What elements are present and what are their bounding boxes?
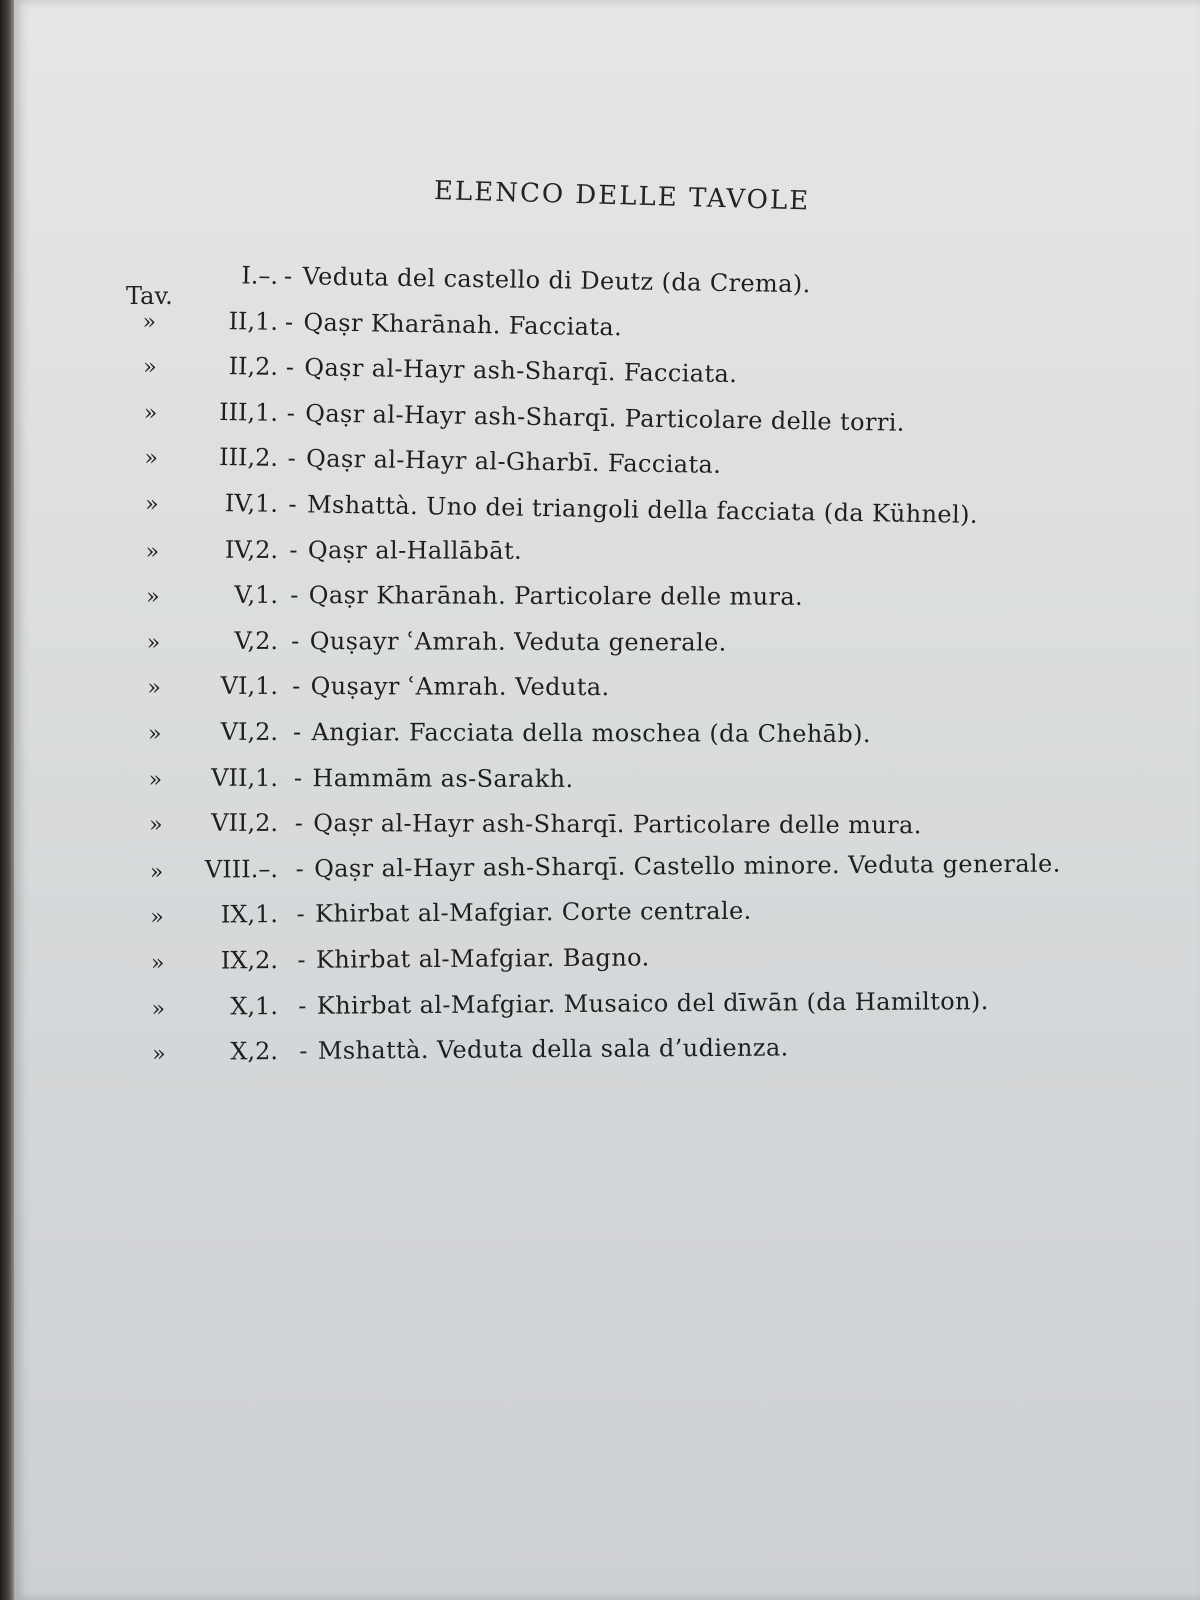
- plate-description: - Qaṣr al-Hayr ash-Sharqī. Particolare delle mura.: [294, 809, 922, 840]
- plate-number: III,1.: [218, 397, 279, 427]
- plate-description: - Qaṣr Kharānah. Particolare delle mura.: [290, 581, 804, 611]
- plate-number: X,2.: [230, 1037, 279, 1066]
- list-item: [14, 717, 1200, 757]
- plate-number: I.–.: [241, 261, 279, 290]
- plate-description-text: Veduta del castello di Deutz (da Crema).: [302, 262, 811, 299]
- plate-description: - Qaṣr al-Hayr ash-Sharqī. Particolare delle torri.: [286, 398, 906, 437]
- list-item: [14, 535, 1200, 575]
- page-title: ELENCO DELLE TAVOLE: [433, 176, 811, 217]
- plate-description-text: Qaṣr Kharānah. Particolare delle mura.: [308, 581, 804, 611]
- plate-description: - Hammām as-Sarakh.: [293, 763, 574, 793]
- plate-description-text: Hammām as-Sarakh.: [312, 763, 574, 793]
- plate-description-text: Mshattà. Veduta della sala d’udienza.: [317, 1033, 789, 1065]
- list-item: [14, 395, 1200, 450]
- ditto-mark: »: [142, 309, 157, 335]
- ditto-mark: »: [147, 675, 161, 701]
- tav-prefix-label: Tav.: [126, 282, 173, 310]
- list-item: [14, 671, 1200, 711]
- list-item: [14, 440, 1200, 495]
- book-page: [14, 0, 1200, 1600]
- plate-number: IX,2.: [220, 946, 279, 975]
- plate-number: VII,1.: [211, 763, 279, 792]
- ditto-mark: »: [151, 996, 166, 1022]
- plate-number: VI,1.: [220, 672, 279, 701]
- ditto-mark: »: [150, 950, 165, 976]
- ditto-mark: »: [149, 812, 163, 838]
- plate-description-text: Khirbat al-Mafgiar. Musaico del dīwān (da Hamilton).: [316, 986, 989, 1020]
- plate-description-text: Mshattà. Uno dei triangoli della facciata (da Kühnel).: [306, 490, 979, 529]
- ditto-mark: »: [146, 584, 160, 610]
- ditto-mark: »: [150, 905, 164, 931]
- plate-number: VI,2.: [220, 717, 279, 746]
- plate-description-text: Quṣayr ʿAmrah. Veduta generale.: [309, 626, 727, 657]
- ditto-mark: »: [144, 446, 159, 472]
- plate-description: - Mshattà. Veduta della sala d’udienza.: [299, 1033, 789, 1066]
- list-item: [14, 258, 1200, 313]
- plate-description: - Quṣayr ʿAmrah. Veduta.: [292, 672, 610, 702]
- plate-description: - Qaṣr al-Hayr ash-Sharqī. Facciata.: [285, 353, 738, 389]
- list-item: [14, 894, 1200, 938]
- plate-number: II,1.: [228, 306, 279, 336]
- plate-description: - Angiar. Facciata della moschea (da Chehāb).: [292, 718, 872, 749]
- plate-description-text: Qaṣr al-Hayr ash-Sharqī. Particolare delle torri.: [305, 399, 906, 437]
- list-item: [14, 486, 1200, 541]
- plate-description: - Qaṣr Kharānah. Facciata.: [284, 307, 623, 341]
- ditto-mark: »: [143, 400, 158, 426]
- ditto-mark: »: [145, 539, 160, 565]
- plate-description-text: Angiar. Facciata della moschea (da Chehāb).: [311, 718, 872, 749]
- plate-number: IV,2.: [224, 535, 279, 564]
- plate-description: - Khirbat al-Mafgiar. Corte centrale.: [296, 897, 752, 929]
- plate-description-text: Qaṣr al-Hayr ash-Sharqī. Particolare delle mura.: [313, 809, 922, 840]
- plate-description-text: Qaṣr al-Hayr ash-Sharqī. Castello minore. Veduta generale.: [314, 849, 1061, 883]
- ditto-mark: »: [143, 354, 157, 381]
- plate-number: IV,1.: [224, 489, 279, 518]
- plate-description: - Veduta del castello di Deutz (da Crema).: [283, 262, 811, 299]
- plate-number: VIII.–.: [204, 854, 279, 884]
- ditto-mark: »: [152, 1042, 166, 1068]
- plate-description: - Khirbat al-Mafgiar. Bagno.: [297, 943, 650, 974]
- list-item: [14, 940, 1200, 984]
- ditto-mark: »: [149, 859, 164, 885]
- plate-description-text: Qaṣr al-Hayr ash-Sharqī. Facciata.: [304, 353, 738, 389]
- plate-description: - Mshattà. Uno dei triangoli della facciata (da Kühnel).: [288, 490, 979, 529]
- list-item: [14, 1031, 1200, 1075]
- plate-description: - Khirbat al-Mafgiar. Musaico del dīwān (da Hamilton).: [298, 986, 989, 1020]
- ditto-mark: »: [148, 767, 163, 793]
- plate-description: - Qaṣr al-Hayr ash-Sharqī. Castello minore. Veduta generale.: [295, 849, 1061, 883]
- plates-list: [14, 0, 1200, 1600]
- ditto-mark: »: [146, 630, 161, 656]
- plate-number: V,1.: [234, 581, 279, 610]
- ditto-mark: »: [144, 491, 159, 518]
- plate-description-text: Khirbat al-Mafgiar. Corte centrale.: [314, 897, 752, 929]
- plate-description: - Quṣayr ʿAmrah. Veduta generale.: [291, 626, 727, 657]
- list-item: [14, 303, 1200, 358]
- ditto-mark: »: [147, 721, 162, 747]
- list-item: [14, 580, 1200, 620]
- plate-number: III,2.: [218, 443, 279, 473]
- list-item: [14, 985, 1200, 1029]
- plate-description-text: Quṣayr ʿAmrah. Veduta.: [310, 672, 610, 702]
- plate-description: - Qaṣr al-Hallābāt.: [289, 535, 523, 565]
- plate-description-text: Khirbat al-Mafgiar. Bagno.: [315, 943, 650, 974]
- list-item: [14, 848, 1200, 892]
- plate-description: - Qaṣr al-Hayr al-Gharbī. Facciata.: [287, 444, 722, 480]
- plate-description-text: Qaṣr al-Hallābāt.: [307, 535, 523, 565]
- book-spine-shadow: [0, 0, 14, 1600]
- list-item: [14, 626, 1200, 666]
- plate-number: V,2.: [234, 626, 279, 655]
- plate-number: II,2.: [228, 352, 279, 382]
- list-item: [14, 808, 1200, 848]
- list-item: [14, 763, 1200, 803]
- list-item: [14, 349, 1200, 404]
- plate-number: X,1.: [230, 991, 279, 1020]
- plate-description-text: Qaṣr al-Hayr al-Gharbī. Facciata.: [305, 444, 722, 480]
- plate-number: VII,2.: [211, 808, 279, 838]
- plate-description-text: Qaṣr Kharānah. Facciata.: [303, 307, 623, 341]
- plate-number: IX,1.: [220, 900, 279, 929]
